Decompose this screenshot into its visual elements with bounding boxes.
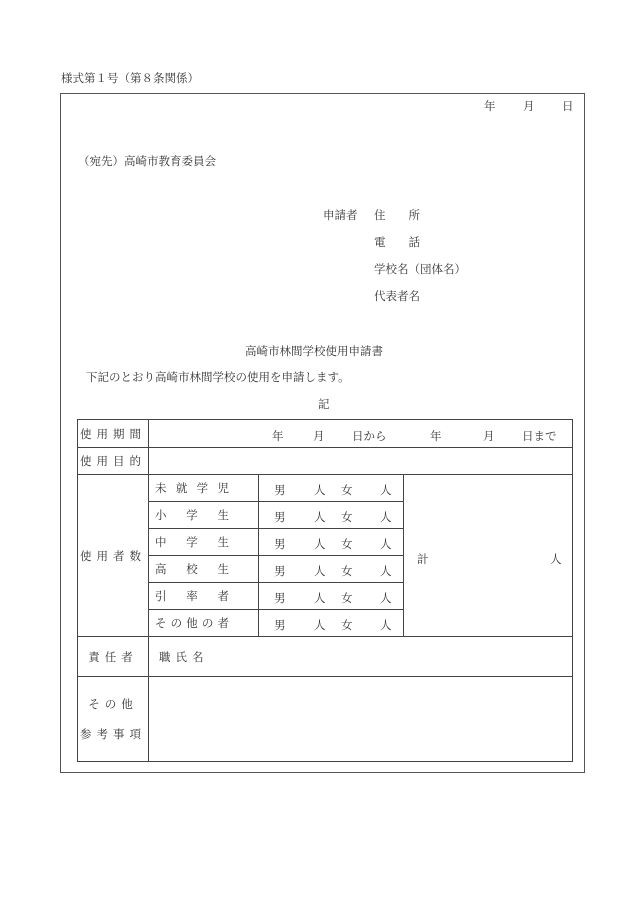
category-char: 学	[186, 508, 198, 522]
category-char: 児	[217, 481, 229, 495]
representative-label: 代表者名	[374, 289, 420, 303]
person-unit: 人	[380, 618, 392, 632]
category-char: 他	[186, 616, 198, 630]
male-label: 男	[274, 564, 286, 578]
total-unit: 人	[550, 551, 562, 566]
users-label: 使用者数	[78, 475, 149, 637]
person-unit: 人	[314, 564, 326, 578]
applicant-label: 申請者	[323, 208, 358, 222]
male-label: 男	[274, 483, 286, 497]
person-unit: 人	[314, 537, 326, 551]
person-unit: 人	[314, 618, 326, 632]
category-char: 生	[217, 535, 229, 549]
period-year-2: 年	[430, 429, 442, 443]
person-unit: 人	[380, 483, 392, 497]
count-cell	[259, 475, 404, 502]
total-label: 計	[417, 551, 429, 566]
category-char: 生	[217, 562, 229, 576]
person-unit: 人	[380, 564, 392, 578]
person-unit: 人	[380, 510, 392, 524]
period-month-1: 月	[313, 429, 325, 443]
phone-label: 電 話	[374, 235, 420, 249]
category-char: 学	[196, 481, 209, 495]
category-name	[149, 561, 237, 577]
count-cell	[259, 529, 404, 556]
category-char: 引	[155, 589, 167, 603]
purpose-value	[149, 448, 573, 475]
person-unit: 人	[314, 510, 326, 524]
date-month-label: 月	[523, 99, 535, 113]
category-name	[149, 480, 237, 496]
count-cell	[259, 556, 404, 583]
count-cell	[259, 502, 404, 529]
male-label: 男	[274, 618, 286, 632]
application-table	[77, 419, 573, 762]
category-char: 中	[155, 535, 167, 549]
category-name	[149, 507, 237, 523]
ki-label: 記	[318, 397, 330, 411]
category-char: 高	[155, 562, 167, 576]
category-char: 学	[186, 535, 198, 549]
count-cell	[259, 610, 404, 637]
other-label-2: 参考事項	[80, 727, 146, 741]
category-char: 生	[217, 508, 229, 522]
date-year-label: 年	[484, 99, 496, 113]
category-char: そ	[155, 616, 167, 630]
other-value	[149, 677, 573, 762]
category-cell	[149, 610, 259, 637]
female-label: 女	[341, 591, 353, 605]
period-cell	[149, 420, 573, 448]
other-label-1: その他	[88, 697, 138, 711]
date-day-label: 日	[562, 99, 574, 113]
period-label: 使用期間	[78, 420, 149, 448]
category-name	[149, 534, 237, 550]
category-cell	[149, 529, 259, 556]
female-label: 女	[341, 564, 353, 578]
responsible-value: 職氏名	[159, 649, 209, 664]
category-name	[149, 615, 237, 631]
category-char: 就	[175, 481, 188, 495]
school-name-label: 学校名（団体名）	[374, 262, 466, 276]
period-year-1: 年	[272, 429, 284, 443]
responsible-label: 責任者	[78, 637, 149, 677]
category-char: 未	[155, 481, 167, 495]
female-label: 女	[341, 483, 353, 497]
document-title: 高崎市林間学校使用申請書	[245, 344, 383, 358]
category-char: 小	[155, 508, 167, 522]
person-unit: 人	[314, 591, 326, 605]
purpose-label: 使用目的	[78, 448, 149, 475]
addressee: （宛先）高崎市教育委員会	[78, 154, 216, 168]
category-cell	[149, 556, 259, 583]
count-cell	[259, 583, 404, 610]
total-cell	[404, 475, 573, 637]
category-cell	[149, 502, 259, 529]
address-label: 住 所	[374, 208, 420, 222]
period-until: 日まで	[522, 429, 557, 443]
female-label: 女	[341, 618, 353, 632]
responsible-cell	[149, 637, 573, 677]
category-name	[149, 588, 237, 604]
female-label: 女	[341, 510, 353, 524]
category-char: 者	[217, 589, 229, 603]
person-unit: 人	[380, 591, 392, 605]
category-cell	[149, 583, 259, 610]
form-number: 様式第１号（第８条関係）	[61, 71, 199, 85]
person-unit: 人	[314, 483, 326, 497]
period-from: 日から	[352, 429, 387, 443]
male-label: 男	[274, 591, 286, 605]
male-label: 男	[274, 537, 286, 551]
male-label: 男	[274, 510, 286, 524]
category-cell	[149, 475, 259, 502]
period-month-2: 月	[483, 429, 495, 443]
category-char: 校	[186, 562, 198, 576]
other-label-cell	[78, 677, 149, 762]
category-char: の	[201, 616, 214, 630]
intro-text: 下記のとおり高崎市林間学校の使用を申請します。	[86, 370, 350, 384]
female-label: 女	[341, 537, 353, 551]
category-char: 者	[217, 616, 229, 630]
person-unit: 人	[380, 537, 392, 551]
category-char: 率	[186, 589, 198, 603]
category-char: の	[170, 616, 183, 630]
